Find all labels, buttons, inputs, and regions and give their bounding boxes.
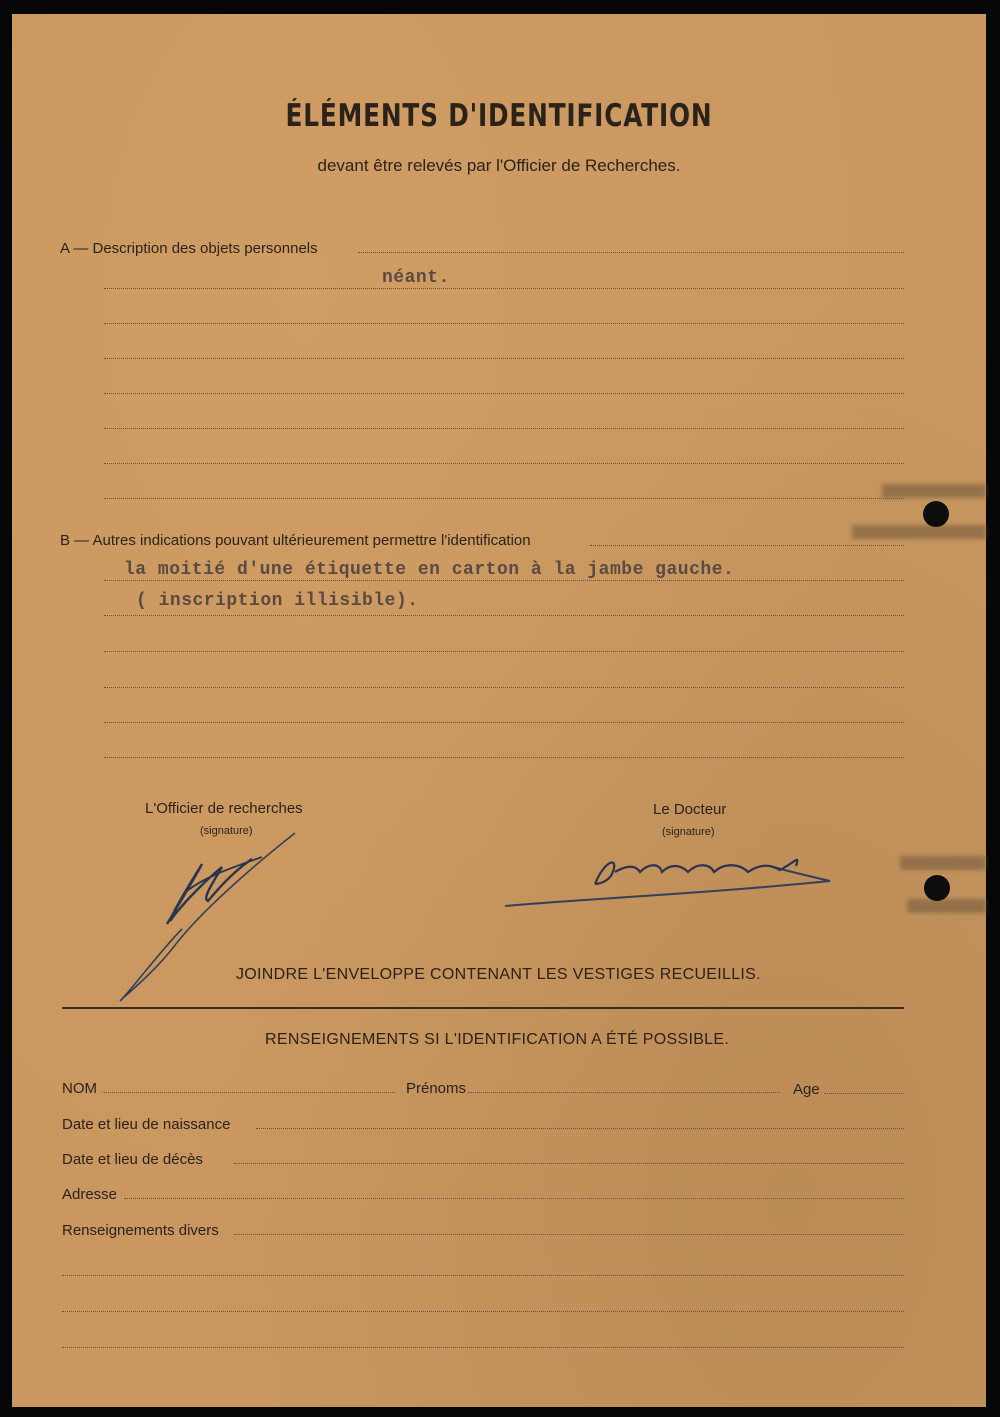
officer-signature-caption: (signature): [200, 825, 253, 837]
hole-stain-top: [882, 484, 986, 498]
adresse-field[interactable]: [124, 1198, 904, 1199]
doctor-title: Le Docteur: [653, 801, 727, 818]
section-a-line-7: [104, 463, 904, 464]
section-a-typed-value: néant.: [382, 268, 450, 288]
divers-field-3[interactable]: [62, 1311, 904, 1312]
section-b-line-7: [104, 757, 904, 758]
punch-hole-top: [923, 501, 949, 527]
section-b-typed-line-1: la moitié d'une étiquette en carton à la jambe gauche.: [124, 560, 735, 580]
doctor-signature: [500, 844, 840, 914]
section-b-line-6: [104, 722, 904, 723]
instruction-text: JOINDRE L'ENVELOPPE CONTENANT LES VESTIGES RECUEILLIS.: [236, 966, 761, 983]
age-label: Age: [793, 1081, 820, 1098]
section-a-line-2: [104, 288, 904, 289]
naissance-label: Date et lieu de naissance: [62, 1116, 231, 1133]
section-a-label: A — Description des objets personnels: [60, 240, 318, 257]
section-b-label: B — Autres indications pouvant ultérieurement permettre l'identification: [60, 532, 531, 549]
age-field[interactable]: [824, 1093, 904, 1094]
hole-stain-bottom: [900, 856, 986, 870]
page-subtitle: devant être relevés par l'Officier de Recherches.: [317, 156, 681, 175]
section-a-line-4: [104, 358, 904, 359]
officer-title: L'Officier de recherches: [145, 800, 303, 817]
section-b-line-1: [590, 545, 904, 546]
section-a-line-5: [104, 393, 904, 394]
divers-field-1[interactable]: [234, 1234, 904, 1235]
divers-label: Renseignements divers: [62, 1222, 219, 1239]
page-title: ÉLÉMENTS D'IDENTIFICATION: [285, 98, 713, 134]
section-a-line-1: [358, 252, 904, 253]
section-b-typed-line-2: ( inscription illisible).: [136, 591, 419, 611]
identification-heading: RENSEIGNEMENTS SI L'IDENTIFICATION A ÉTÉ POSSIBLE.: [265, 1031, 730, 1048]
nom-label: NOM: [62, 1080, 97, 1097]
section-b-line-2: [104, 580, 904, 581]
prenoms-field[interactable]: [468, 1092, 780, 1093]
divers-field-4[interactable]: [62, 1347, 904, 1348]
adresse-label: Adresse: [62, 1186, 118, 1203]
deces-field[interactable]: [234, 1163, 904, 1164]
doctor-signature-caption: (signature): [662, 826, 715, 838]
hole-stain-bottom-lower: [907, 899, 986, 913]
deces-label: Date et lieu de décès: [62, 1151, 203, 1168]
punch-hole-bottom: [924, 875, 950, 901]
naissance-field[interactable]: [256, 1128, 904, 1129]
section-b-line-5: [104, 687, 904, 688]
section-b-line-4: [104, 651, 904, 652]
divers-field-2[interactable]: [62, 1275, 904, 1276]
document-page: [12, 14, 986, 1407]
section-a-line-6: [104, 428, 904, 429]
section-a-line-3: [104, 323, 904, 324]
prenoms-label: Prénoms: [406, 1080, 467, 1097]
hole-stain-top-lower: [852, 525, 986, 539]
section-a-line-8: [104, 498, 904, 499]
section-b-line-3: [104, 615, 904, 616]
nom-field[interactable]: [102, 1092, 395, 1093]
section-divider: [62, 1007, 904, 1009]
